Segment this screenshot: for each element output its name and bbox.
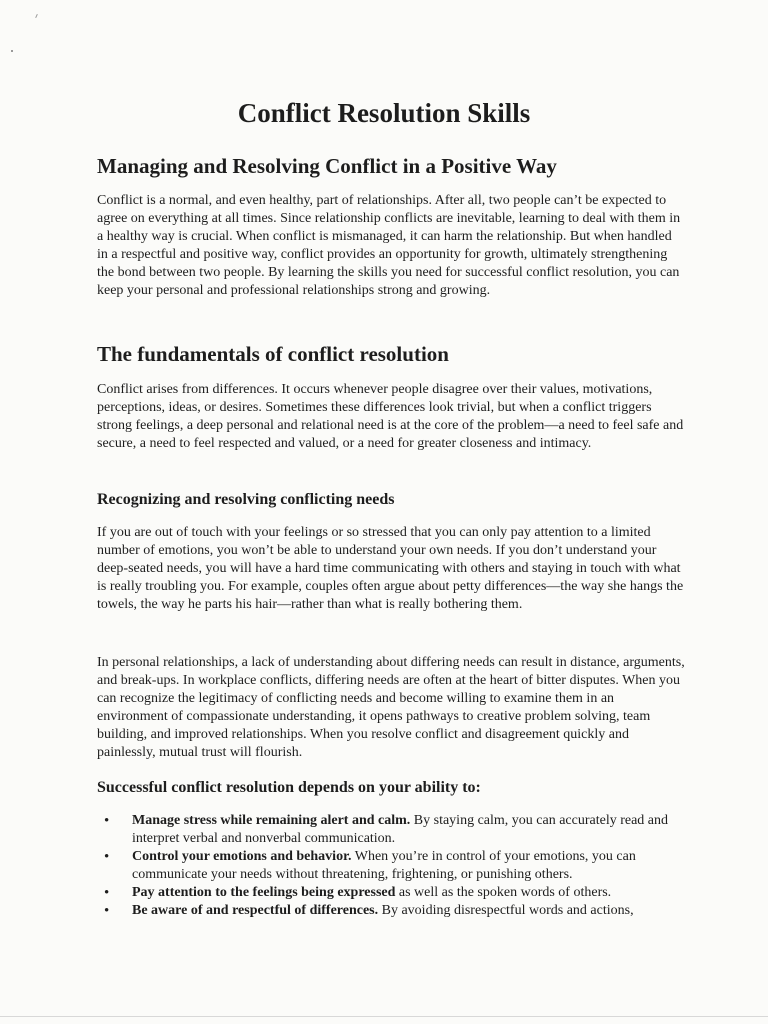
- abilities-heading: Successful conflict resolution depends on your ability to:: [97, 779, 481, 796]
- list-item: [104, 848, 689, 884]
- list-item: [104, 902, 689, 920]
- list-item-text: By staying calm, you can accurately read and interpret verbal and nonverbal communication.: [132, 813, 669, 846]
- needs-paragraph-1: If you are out of touch with your feelings or so stressed that you can only pay attention to a limited number of emotions, you won’t be able to understand your own needs. If you don’t understand your deep-seated needs, you will have a hard time communicating with others and staying in touch with what is really troubling you. For example, couples often argue about petty differences—the way she hangs the towels, the way he parts his hair—rather than what is really bothering them.: [97, 525, 684, 612]
- scan-speck: [11, 50, 13, 52]
- list-item-lead: Control your emotions and behavior.: [132, 849, 352, 864]
- scan-edge-line: [0, 1016, 768, 1017]
- fundamentals-paragraph: Conflict arises from differences. It occurs whenever people disagree over their values, motivations, perceptions, ideas, or desires. Sometimes these differences look trivial, but when a conflict triggers strong feelings, a deep personal and relational need is at the core of the problem—a need to feel safe and secure, a need to feel respected and valued, or a need for greater closeness and intimacy.: [97, 382, 684, 451]
- list-item-text: as well as the spoken words of others.: [395, 885, 612, 900]
- list-item-lead: Manage stress while remaining alert and calm.: [132, 813, 411, 828]
- document-title: Conflict Resolution Skills: [237, 98, 531, 128]
- list-item: [104, 812, 689, 848]
- fundamentals-heading: The fundamentals of conflict resolution: [97, 342, 449, 366]
- list-item-text: By avoiding disrespectful words and actions,: [378, 903, 634, 918]
- list-item-text: When you’re in control of your emotions, you can communicate your needs without threatening, frightening, or punishing others.: [132, 849, 636, 882]
- document-subtitle: Managing and Resolving Conflict in a Positive Way: [97, 154, 557, 178]
- needs-paragraph-2: In personal relationships, a lack of understanding about differing needs can result in distance, arguments, and break-ups. In workplace conflicts, differing needs are often at the heart of bitter disputes. When you can recognize the legitimacy of conflicting needs and become willing to examine them in an environment of compassionate understanding, it opens pathways to creative problem solving, team building, and improved relationships. When you resolve conflict and disagreement quickly and painlessly, mutual trust will flourish.: [97, 655, 685, 760]
- intro-paragraph: Conflict is a normal, and even healthy, part of relationships. After all, two people can’t be expected to agree on everything at all times. Since relationship conflicts are inevitable, learning to deal with them in a healthy way is crucial. When conflict is mismanaged, it can harm the relationship. But when handled in a respectful and positive way, conflict provides an opportunity for growth, ultimately strengthening the bond between two people. By learning the skills you need for successful conflict resolution, you can keep your personal and professional relationships strong and growing.: [97, 193, 681, 298]
- list-item-lead: Be aware of and respectful of differences.: [132, 903, 379, 918]
- needs-heading: Recognizing and resolving conflicting needs: [97, 491, 395, 508]
- list-item: [104, 884, 689, 902]
- scan-speck: [35, 14, 38, 18]
- abilities-list: [104, 812, 689, 920]
- list-item-lead: Pay attention to the feelings being expressed: [132, 885, 396, 900]
